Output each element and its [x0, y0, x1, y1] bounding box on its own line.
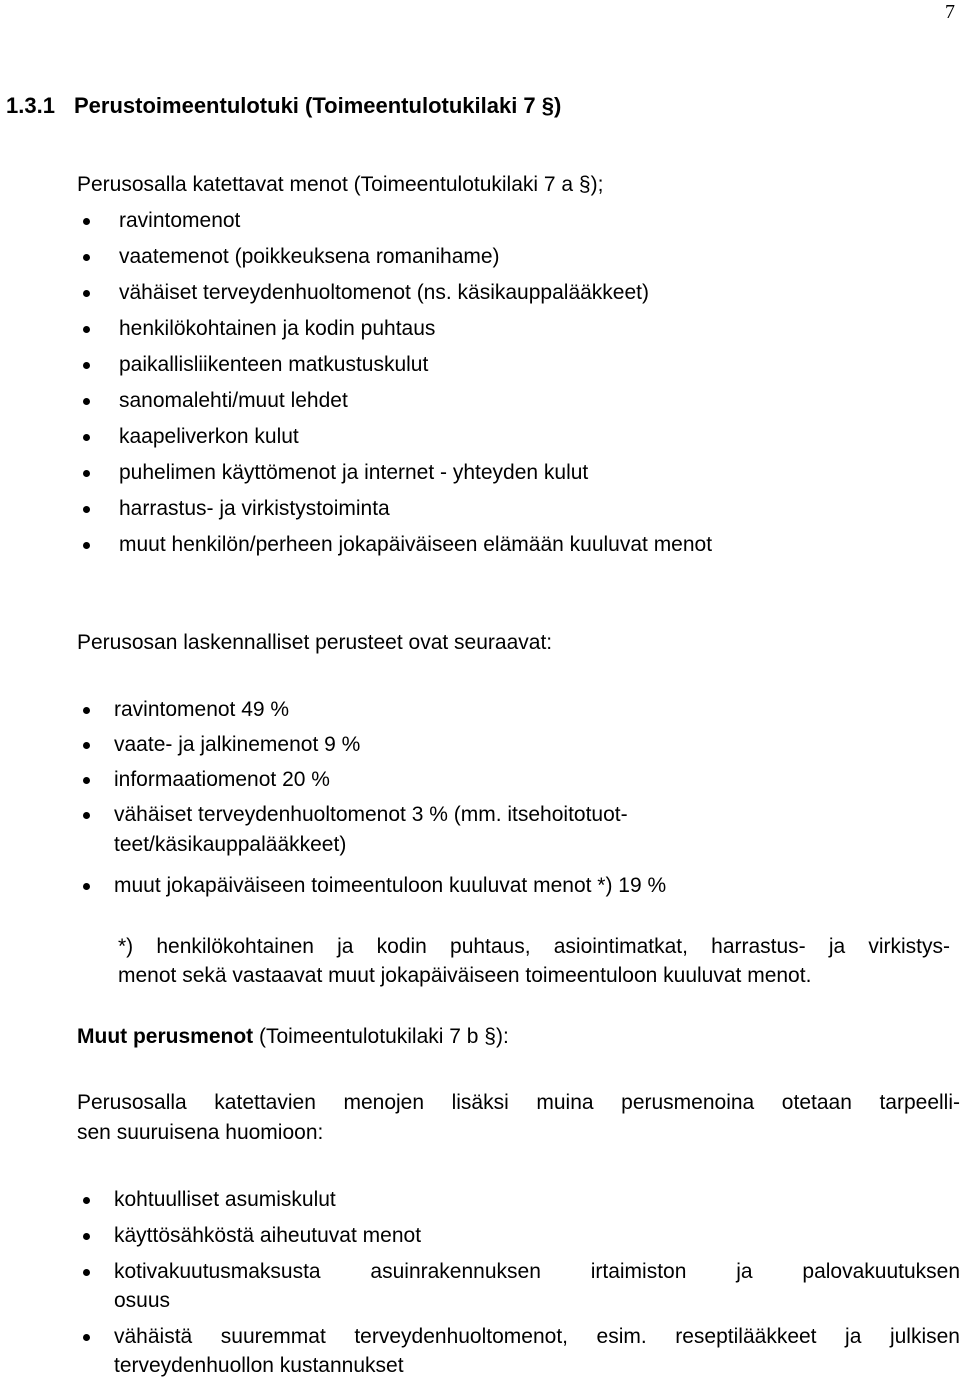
bullet-icon — [83, 470, 90, 477]
list-item: harrastus- ja virkistystoiminta — [77, 491, 712, 527]
bullet-icon — [83, 883, 90, 890]
heading-bold-text: Muut perusmenot — [77, 1025, 254, 1048]
heading-rest-text: (Toimeentulotukilaki 7 b §): — [253, 1025, 509, 1048]
list-item: muut jokapäiväiseen toimeentuloon kuuluvat menot *) 19 % — [77, 871, 666, 901]
section-title: Perustoimeentulotuki (Toimeentulotukilaki 7 §) — [74, 93, 562, 118]
list-item: kohtuulliset asumiskulut — [77, 1185, 960, 1214]
calculation-basis-paragraph: Perusosan laskennalliset perusteet ovat seuraavat: — [77, 631, 553, 654]
bullet-icon — [83, 398, 90, 405]
list-item: vaatemenot (poikkeuksena romanihame) — [77, 239, 712, 275]
covered-expenses-list — [77, 203, 712, 563]
bullet-icon — [83, 362, 90, 369]
bullet-icon — [83, 812, 90, 819]
list-item: ravintomenot — [77, 203, 712, 239]
bullet-icon — [83, 434, 90, 441]
section-number: 1.3.1 — [6, 93, 55, 118]
section-heading — [6, 91, 561, 121]
footnote: *) henkilökohtainen ja kodin puhtaus, asiointimatkat, harrastus- ja virkistys- menot sekä vastaavat muut jokapäiväiseen toimeentuloon kuuluvat menot. — [118, 935, 950, 987]
bullet-icon — [83, 742, 90, 749]
other-expenses-paragraph: Perusosalla katettavien menojen lisäksi muina perusmenoina otetaan tarpeelli- sen suuruisena huomioon: — [77, 1091, 960, 1144]
bullet-icon — [83, 506, 90, 513]
list-item: vähäiset terveydenhuoltomenot (ns. käsikauppalääkkeet) — [77, 275, 712, 311]
list-item: henkilökohtainen ja kodin puhtaus — [77, 311, 712, 347]
bullet-icon — [83, 1269, 90, 1276]
bullet-icon — [83, 326, 90, 333]
other-expenses-list — [77, 1185, 960, 1387]
other-basic-expenses-heading — [77, 1022, 509, 1052]
bullet-icon — [83, 218, 90, 225]
bullet-icon — [83, 707, 90, 714]
list-item: kotivakuutusmaksusta asuinrakennuksen irtaimiston ja palovakuutuksen osuus — [77, 1257, 960, 1315]
bullet-icon — [83, 1233, 90, 1240]
list-item: informaatiomenot 20 % — [77, 765, 666, 795]
list-item: muut henkilön/perheen jokapäiväiseen elämään kuuluvat menot — [77, 527, 712, 563]
calculation-basis-list — [77, 695, 666, 906]
bullet-icon — [83, 1197, 90, 1204]
bullet-icon — [83, 290, 90, 297]
list-item: puhelimen käyttömenot ja internet - yhteyden kulut — [77, 455, 712, 491]
bullet-icon — [83, 1334, 90, 1341]
bullet-icon — [83, 254, 90, 261]
page-number: 7 — [945, 1, 955, 23]
list-item: paikallisliikenteen matkustuskulut — [77, 347, 712, 383]
list-item: sanomalehti/muut lehdet — [77, 383, 712, 419]
list-item: ravintomenot 49 % — [77, 695, 666, 725]
list-item: vaate- ja jalkinemenot 9 % — [77, 730, 666, 760]
list-item: käyttösähköstä aiheutuvat menot — [77, 1221, 960, 1250]
intro-paragraph: Perusosalla katettavat menot (Toimeentulotukilaki 7 a §); — [77, 173, 604, 196]
list-item: kaapeliverkon kulut — [77, 419, 712, 455]
list-item: vähäistä suuremmat terveydenhuoltomenot, esim. reseptilääkkeet ja julkisen terveydenhuollon kustannukset — [77, 1322, 960, 1380]
list-item: vähäiset terveydenhuoltomenot 3 % (mm. itsehoitotuot- teet/käsikauppalääkkeet) — [77, 800, 666, 860]
bullet-icon — [83, 777, 90, 784]
bullet-icon — [83, 542, 90, 549]
